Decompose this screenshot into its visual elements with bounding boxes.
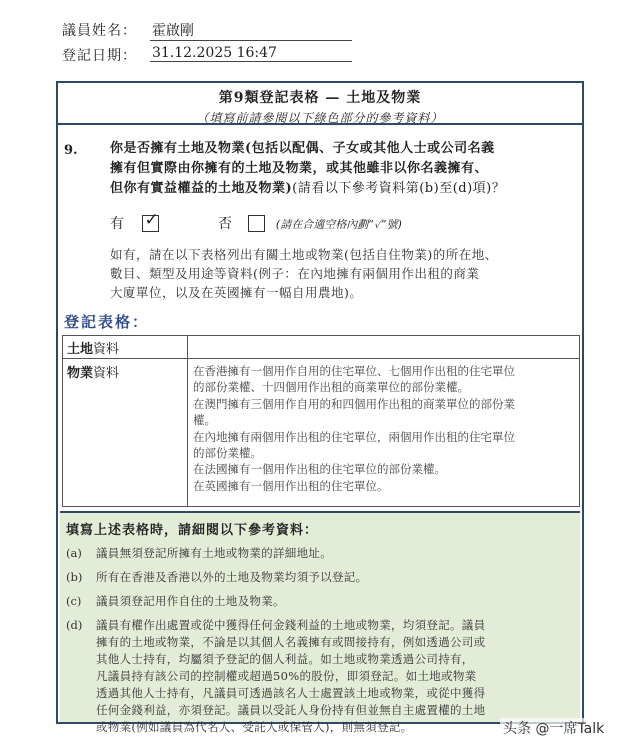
table-column-divider <box>187 336 188 506</box>
property-line: 在澳門擁有三個用作自用的和四個用作出租的商業單位的部份業 <box>193 396 515 411</box>
note-line: 議員須登記用作自住的土地及物業。 <box>96 594 285 608</box>
yes-checkbox[interactable] <box>142 209 159 232</box>
property-line: 在香港擁有一個用作自用的住宅單位、七個用作出租的住宅單位 <box>193 364 515 378</box>
note-key: (d) <box>66 618 83 632</box>
note-item <box>66 593 285 610</box>
register-date-label: 登記日期： <box>62 48 137 64</box>
check-mark-icon: ✓ <box>144 209 159 230</box>
note-line: 或物業(例如議員為代名人、受託人或保管人)，則無須登記。 <box>96 720 413 734</box>
question-reference: (請看以下參考資料第(b)至(d)項)？ <box>292 181 506 196</box>
land-row <box>63 336 579 359</box>
register-date-row <box>62 45 277 65</box>
member-name-label: 議員姓名： <box>62 23 137 39</box>
question-line: 擁有但實際由你擁有的土地及物業，或其他雖非以你名義擁有、 <box>110 161 489 176</box>
question-text <box>110 139 570 199</box>
form-title: 第9類登記表格 — 土地及物業 <box>218 90 422 106</box>
property-line: 在法國擁有一個用作出租的住宅單位的部份業權。 <box>193 462 446 477</box>
no-checkbox[interactable] <box>248 215 265 232</box>
yes-option[interactable] <box>110 209 159 233</box>
note-line: 凡議員持有該公司的控制權或超過50%的股份，即須登記。如土地或物業 <box>96 669 477 683</box>
member-name-value: 霍啟剛 <box>150 20 352 41</box>
no-option[interactable] <box>218 213 402 233</box>
question-line: 你是否擁有土地及物業(包括以配偶、子女或其他人士或公司名義 <box>110 141 495 156</box>
note-line: 擁有的土地或物業，不論是以其個人名義擁有或間接持有，例如透過公司或 <box>96 635 486 649</box>
property-line: 的部份業權、十四個用作出租的商業單位的部份業權。 <box>193 380 469 395</box>
property-details <box>193 363 577 494</box>
instruction-line: 數目、類型及用途等資料(例子：在內地擁有兩個用作出租的商業 <box>110 266 480 281</box>
instruction-paragraph <box>110 245 570 302</box>
note-item <box>66 569 368 586</box>
note-key: (a) <box>66 546 82 560</box>
note-key: (c) <box>66 594 82 608</box>
note-item <box>66 545 332 562</box>
land-label: 土地資料 <box>67 342 120 357</box>
note-line: 透過其他人士持有，凡議員可透過該名人士處置該土地或物業，或從中獲得 <box>96 686 486 700</box>
member-name-row <box>62 20 194 40</box>
note-line: 議員有權作出處置或從中獲得任何金錢利益的土地或物業，均須登記。議員 <box>96 618 486 632</box>
property-line: 在內地擁有兩個用作出租的住宅單位，兩個用作出租的住宅單位 <box>193 429 515 444</box>
form-title-box <box>58 83 582 125</box>
property-line: 在英國擁有一個用作出租的住宅單位。 <box>193 478 389 493</box>
note-line: 議員無須登記所擁有土地或物業的詳細地址。 <box>96 546 332 560</box>
note-line: 所有在香港及香港以外的土地及物業均須予以登記。 <box>96 570 368 584</box>
register-date-value: 31.12.2025 16:47 <box>150 45 352 62</box>
form-subtitle: （填寫前請參閱以下綠色部分的參考資料） <box>196 111 444 125</box>
register-form-title: 登記表格： <box>64 313 150 331</box>
note-item <box>66 617 486 734</box>
instruction-line: 如有，請在以下表格列出有關土地或物業(包括自住物業)的所在地、 <box>110 247 498 262</box>
register-table <box>62 335 580 507</box>
notes-title: 填寫上述表格時，請細閱以下參考資料： <box>66 523 319 538</box>
choice-hint: (請在合適空格內劃“✓”號) <box>275 218 402 231</box>
no-label: 否 <box>218 216 232 232</box>
instruction-line: 大廈單位，以及在英國擁有一幅自用農地)。 <box>110 285 363 300</box>
property-line: 權。 <box>193 413 216 428</box>
note-line: 任何金錢利益，亦須登記。議員以受託人身份持有但並無自主處置權的土地 <box>96 703 486 717</box>
yes-label: 有 <box>110 216 124 232</box>
question-number: 9. <box>64 143 78 158</box>
note-key: (b) <box>66 570 83 584</box>
question-line: 但你有實益權益的土地及物業)(請看以下參考資料第(b)至(d)項)？ <box>110 181 506 196</box>
watermark: 头条 @一席Talk <box>500 718 607 738</box>
property-line: 的部份業權。 <box>193 446 262 461</box>
note-line: 其他人士持有，均屬須予登記的個人利益。如土地或物業透過公司持有， <box>96 652 474 666</box>
property-label: 物業資料 <box>67 366 120 381</box>
